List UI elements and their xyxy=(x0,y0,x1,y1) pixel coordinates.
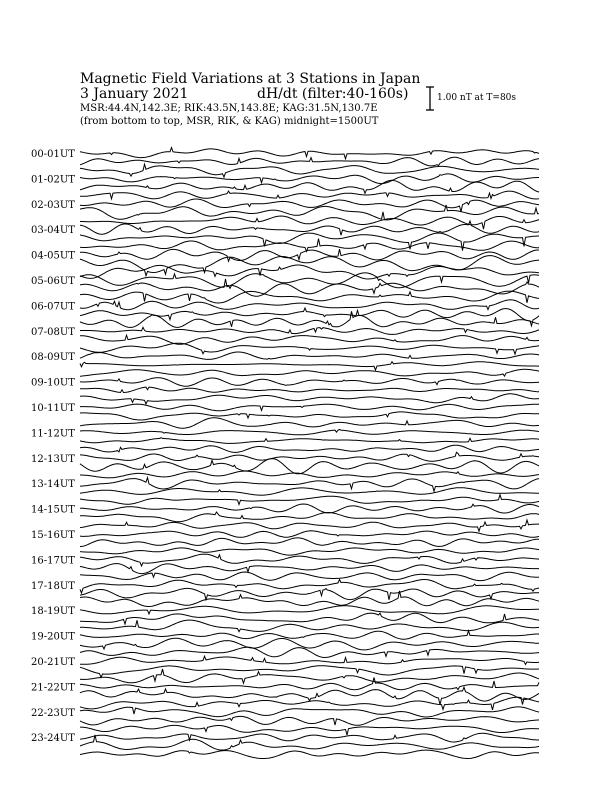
row-label-12-13UT: 12-13UT xyxy=(31,453,75,465)
trace-13-14UT-KAG xyxy=(80,478,539,492)
row-label-07-08UT: 07-08UT xyxy=(31,326,75,338)
trace-22-23UT-MSR xyxy=(80,725,539,735)
trace-09-10UT-RIK xyxy=(80,387,539,392)
trace-14-15UT-KAG xyxy=(80,504,539,513)
trace-03-04UT-MSR xyxy=(80,239,539,252)
trace-08-09UT-KAG xyxy=(80,352,539,359)
trace-15-16UT-KAG xyxy=(80,531,539,538)
trace-14-15UT-RIK xyxy=(80,512,539,522)
station-coordinates: MSR:44.4N,142.3E; RIK:43.5N,143.8E; KAG:31.5N,130.7E xyxy=(80,103,378,114)
row-label-19-20UT: 19-20UT xyxy=(31,631,75,643)
trace-05-06UT-RIK xyxy=(80,282,539,296)
trace-11-12UT-RIK xyxy=(80,438,539,444)
trace-19-20UT-KAG xyxy=(80,631,539,640)
row-label-08-09UT: 08-09UT xyxy=(31,352,75,364)
row-label-06-07UT: 06-07UT xyxy=(31,301,75,313)
trace-15-16UT-RIK xyxy=(80,538,539,547)
trace-07-08UT-RIK xyxy=(80,335,539,344)
trace-21-22UT-MSR xyxy=(80,697,539,710)
row-label-15-16UT: 15-16UT xyxy=(31,530,75,541)
trace-11-12UT-KAG xyxy=(80,429,539,434)
trace-16-17UT-RIK xyxy=(80,564,539,574)
trace-00-01UT-MSR xyxy=(80,164,539,177)
trace-09-10UT-KAG xyxy=(80,378,539,387)
trace-12-13UT-MSR xyxy=(80,471,539,478)
trace-23-24UT-MSR xyxy=(80,750,539,758)
chart-date: 3 January 2021 xyxy=(80,86,189,102)
trace-20-21UT-RIK xyxy=(80,666,539,678)
row-label-11-12UT: 11-12UT xyxy=(31,428,75,440)
trace-14-15UT-MSR xyxy=(80,520,539,531)
trace-06-07UT-KAG xyxy=(80,300,539,310)
row-label-23-24UT: 23-24UT xyxy=(31,733,75,745)
trace-series xyxy=(80,148,539,759)
trace-07-08UT-MSR xyxy=(80,343,539,354)
trace-19-20UT-RIK xyxy=(80,638,539,650)
row-label-02-03UT: 02-03UT xyxy=(31,199,75,211)
row-label-10-11UT: 10-11UT xyxy=(31,403,75,414)
chart-quantity: dH/dt (filter:40-160s) xyxy=(257,86,409,102)
trace-01-02UT-KAG xyxy=(80,174,539,184)
trace-12-13UT-KAG xyxy=(80,452,539,461)
scale-bar-label: 1.00 nT at T=80s xyxy=(437,93,517,103)
row-label-09-10UT: 09-10UT xyxy=(31,377,75,389)
trace-00-01UT-KAG xyxy=(80,148,539,159)
trace-20-21UT-KAG xyxy=(80,656,539,664)
trace-11-12UT-MSR xyxy=(80,445,539,452)
row-label-13-14UT: 13-14UT xyxy=(31,479,75,491)
row-label-16-17UT: 16-17UT xyxy=(31,555,75,567)
trace-01-02UT-MSR xyxy=(80,191,539,199)
station-order-note: (from bottom to top, MSR, RIK, & KAG) midnight=1500UT xyxy=(80,116,379,127)
trace-16-17UT-MSR xyxy=(80,572,539,581)
trace-23-24UT-KAG xyxy=(80,733,539,742)
trace-19-20UT-MSR xyxy=(80,647,539,657)
trace-13-14UT-RIK xyxy=(80,488,539,496)
trace-22-23UT-RIK xyxy=(80,716,539,725)
trace-08-09UT-RIK xyxy=(80,362,539,370)
trace-18-19UT-MSR xyxy=(80,620,539,632)
trace-00-01UT-RIK xyxy=(80,157,539,166)
chart-title: Magnetic Field Variations at 3 Stations in Japan xyxy=(80,71,421,87)
trace-08-09UT-MSR xyxy=(80,369,539,376)
trace-16-17UT-KAG xyxy=(80,554,539,566)
row-labels xyxy=(31,149,75,744)
row-label-14-15UT: 14-15UT xyxy=(31,504,75,516)
row-label-17-18UT: 17-18UT xyxy=(31,580,75,592)
row-label-20-21UT: 20-21UT xyxy=(31,657,75,668)
trace-03-04UT-RIK xyxy=(80,233,539,251)
trace-07-08UT-KAG xyxy=(80,327,539,334)
trace-12-13UT-RIK xyxy=(80,459,539,474)
trace-09-10UT-MSR xyxy=(80,394,539,404)
scale-bar xyxy=(426,87,434,110)
trace-15-16UT-MSR xyxy=(80,548,539,555)
trace-21-22UT-KAG xyxy=(80,678,539,690)
row-label-04-05UT: 04-05UT xyxy=(31,250,75,262)
row-label-18-19UT: 18-19UT xyxy=(31,606,75,618)
trace-23-24UT-RIK xyxy=(80,735,539,750)
trace-21-22UT-RIK xyxy=(80,687,539,705)
trace-13-14UT-MSR xyxy=(80,495,539,505)
row-label-22-23UT: 22-23UT xyxy=(31,707,75,719)
trace-20-21UT-MSR xyxy=(80,669,539,683)
trace-17-18UT-KAG xyxy=(80,579,539,593)
row-label-05-06UT: 05-06UT xyxy=(31,276,75,287)
trace-22-23UT-KAG xyxy=(80,707,539,717)
row-label-00-01UT: 00-01UT xyxy=(31,149,75,160)
row-label-21-22UT: 21-22UT xyxy=(31,682,75,694)
trace-10-11UT-RIK xyxy=(80,412,539,420)
trace-04-05UT-KAG xyxy=(80,249,539,261)
trace-17-18UT-RIK xyxy=(80,588,539,599)
trace-10-11UT-KAG xyxy=(80,404,539,411)
row-label-03-04UT: 03-04UT xyxy=(31,225,75,237)
trace-02-03UT-KAG xyxy=(80,199,539,212)
trace-05-06UT-KAG xyxy=(80,273,539,288)
row-label-01-02UT: 01-02UT xyxy=(31,174,75,186)
